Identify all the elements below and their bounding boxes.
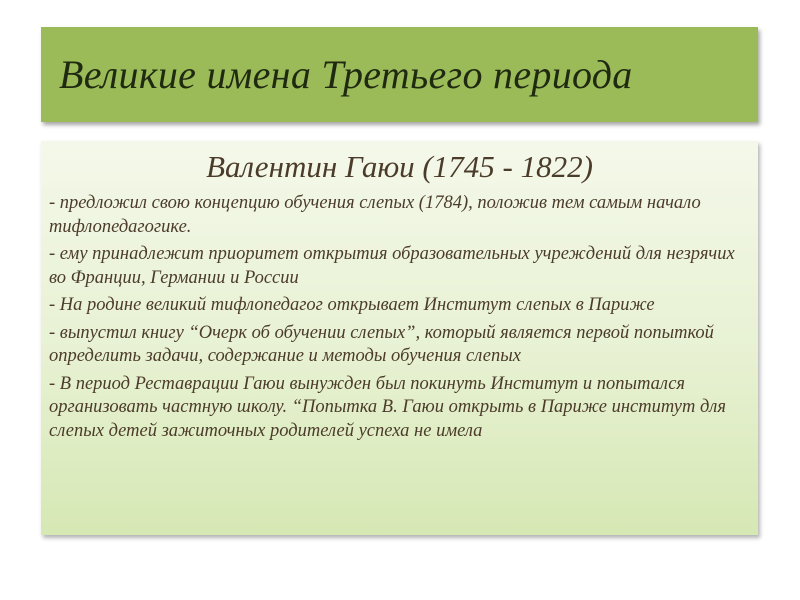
slide-content-box bbox=[41, 141, 758, 535]
bullet-point: - ему принадлежит приоритет открытия образовательных учреждений для незрячих во Франции, Германии и России bbox=[49, 244, 735, 288]
bullet-point: - выпустил книгу “Очерк об обучении слепых”, который является первой попыткой определить задачи, содержание и методы обучения слепых bbox=[49, 322, 714, 366]
content-heading: Валентин Гаюи (1745 - 1822) bbox=[206, 149, 593, 184]
slide-title: Великие имена Третьего периода bbox=[59, 52, 633, 97]
bullet-list bbox=[49, 192, 750, 443]
bullet-point: - В период Реставрации Гаюи вынужден был покинуть Институт и попытался организовать частную школу. “Попытка В. Гаюи открыть в Париже институт для слепых детей зажиточных родителей успеха не имела bbox=[49, 373, 726, 441]
slide-title-box bbox=[41, 27, 758, 122]
bullet-point: - предложил свою концепцию обучения слепых (1784), положив тем самым начало тифлопедагогике. bbox=[49, 193, 701, 237]
bullet-point: - На родине великий тифлопедагог открывает Институт слепых в Париже bbox=[49, 295, 655, 315]
